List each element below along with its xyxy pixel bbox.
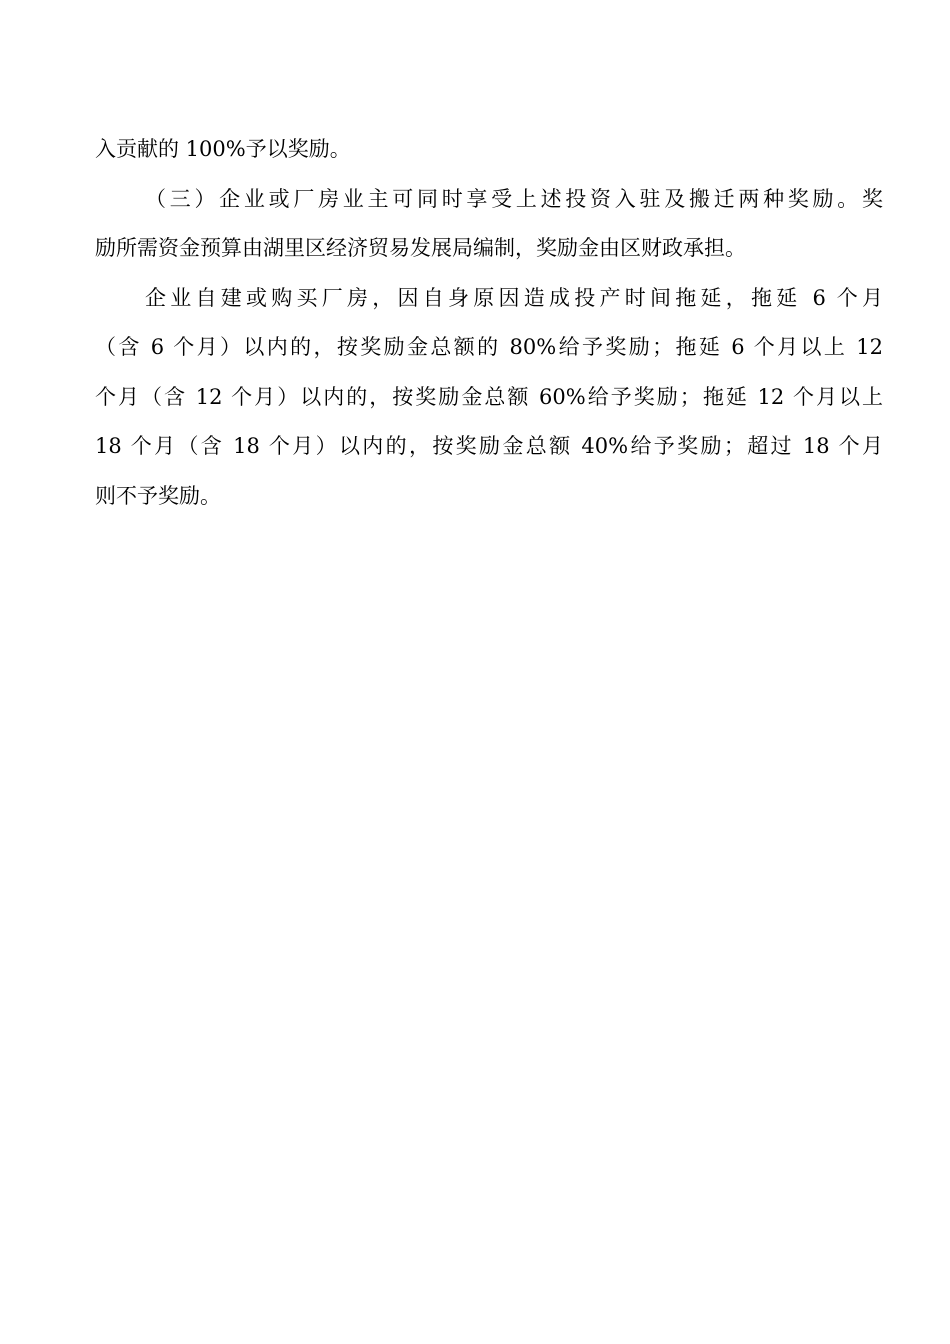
document-body <box>95 125 883 521</box>
paragraph-3-line-5: 则不予奖励。 <box>95 483 221 508</box>
paragraph-1-line-1: 入贡献的 100%予以奖励。 <box>95 137 351 161</box>
paragraph-3-line-3: 个月（含 12 个月）以内的，按奖励金总额 60%给予奖励；拖延 12 个月以上 <box>95 384 883 409</box>
paragraph-3-line-1: 企业自建或购买厂房，因自身原因造成投产时间拖延，拖延 6 个月 <box>145 285 883 310</box>
paragraph-3-line-4: 18 个月（含 18 个月）以内的，按奖励金总额 40%给予奖励；超过 18 个月 <box>95 434 883 458</box>
paragraph-3-line-2: （含 6 个月）以内的，按奖励金总额的 80%给予奖励；拖延 6 个月以上 12 <box>95 335 883 359</box>
paragraph-2-line-1: （三）企业或厂房业主可同时享受上述投资入驻及搬迁两种奖励。奖 <box>145 186 883 211</box>
paragraph-2-line-2: 励所需资金预算由湖里区经济贸易发展局编制，奖励金由区财政承担。 <box>95 236 746 260</box>
